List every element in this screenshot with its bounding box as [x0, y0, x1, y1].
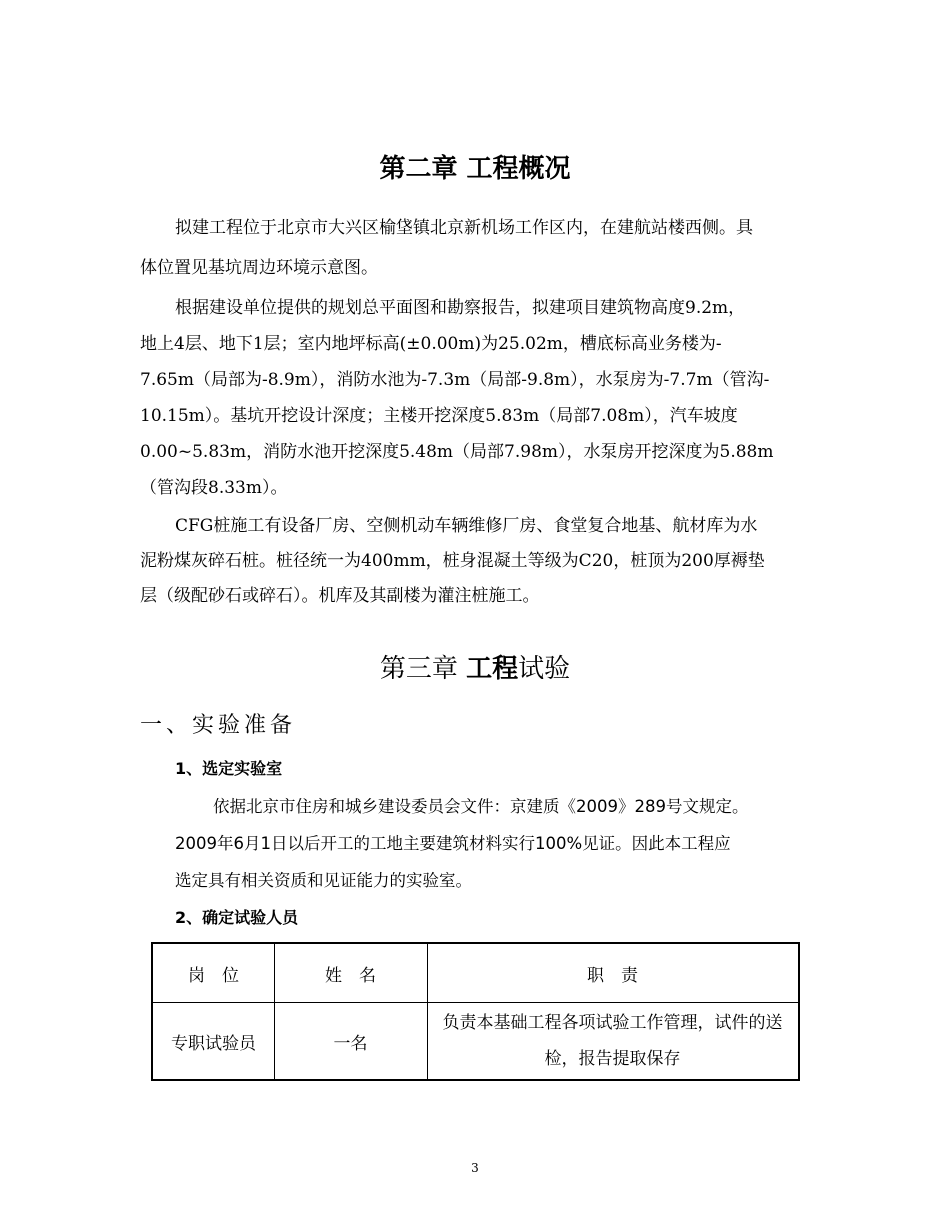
chapter-2-title: 第二章 工程概况 [379, 154, 571, 184]
paragraph-line: CFG桩施工有设备厂房、空侧机动车辆维修厂房、食堂复合地基、航材库为水 [175, 516, 758, 536]
table-header-position: 岗 位 [188, 965, 239, 986]
paragraph-line: 0.00~5.83m，消防水池开挖深度5.48m（局部7.98m），水泵房开挖深度为5.88m [140, 442, 774, 462]
paragraph-line: 10.15m）。基坑开挖设计深度；主楼开挖深度5.83m（局部7.08m），汽车坡度 [140, 406, 738, 426]
chapter-3-title-bold: 工程 [466, 654, 519, 684]
chapter-3-title [0, 648, 950, 685]
paragraph-line: （管沟段8.33m）。 [140, 478, 288, 498]
paragraph-line: 选定具有相关资质和见证能力的实验室。 [175, 871, 472, 890]
chapter-3-title-prefix: 第三章 [379, 654, 467, 684]
paragraph-line: 拟建工程位于北京市大兴区榆垡镇北京新机场工作区内，在建航站楼西侧。具 [175, 218, 753, 238]
paragraph-line: 7.65m（局部为-8.9m），消防水池为-7.3m（局部-9.8m），水泵房为-7.7m（管沟- [140, 370, 770, 390]
paragraph-line: 2009年6月1日以后开工的工地主要建筑材料实行100%见证。因此本工程应 [175, 834, 731, 853]
paragraph-line: 依据北京市住房和城乡建设委员会文件：京建质《2009》289号文规定。 [213, 797, 749, 816]
section-heading: 一、实验准备 [140, 713, 297, 738]
table-cell-position: 专职试验员 [171, 1033, 256, 1054]
paragraph-line: 泥粉煤灰碎石桩。桩径统一为400mm，桩身混凝土等级为C20，桩顶为200厚褥垫 [140, 551, 765, 571]
paragraph-line: 层（级配砂石或碎石）。机库及其副楼为灌注桩施工。 [140, 586, 540, 606]
table-cell-duty: 负责本基础工程各项试验工作管理，试件的送检，报告提取保存 [442, 1013, 783, 1069]
page-number: 3 [471, 1161, 479, 1175]
personnel-table [151, 942, 800, 1081]
paragraph-line: 根据建设单位提供的规划总平面图和勘察报告，拟建项目建筑物高度9.2m， [175, 298, 746, 318]
paragraph-line: 地上4层、地下1层；室内地坪标高(±0.00m)为25.02m，槽底标高业务楼为- [140, 334, 722, 354]
table-cell-name: 一名 [333, 1033, 368, 1054]
table-header-name: 姓 名 [325, 965, 376, 986]
table-header-duty: 职 责 [587, 965, 638, 986]
paragraph-line: 体位置见基坑周边环境示意图。 [140, 258, 378, 278]
subsection-heading: 2、确定试验人员 [175, 908, 299, 927]
subsection-heading: 1、选定实验室 [175, 759, 283, 778]
chapter-3-title-suffix: 试验 [518, 654, 571, 684]
